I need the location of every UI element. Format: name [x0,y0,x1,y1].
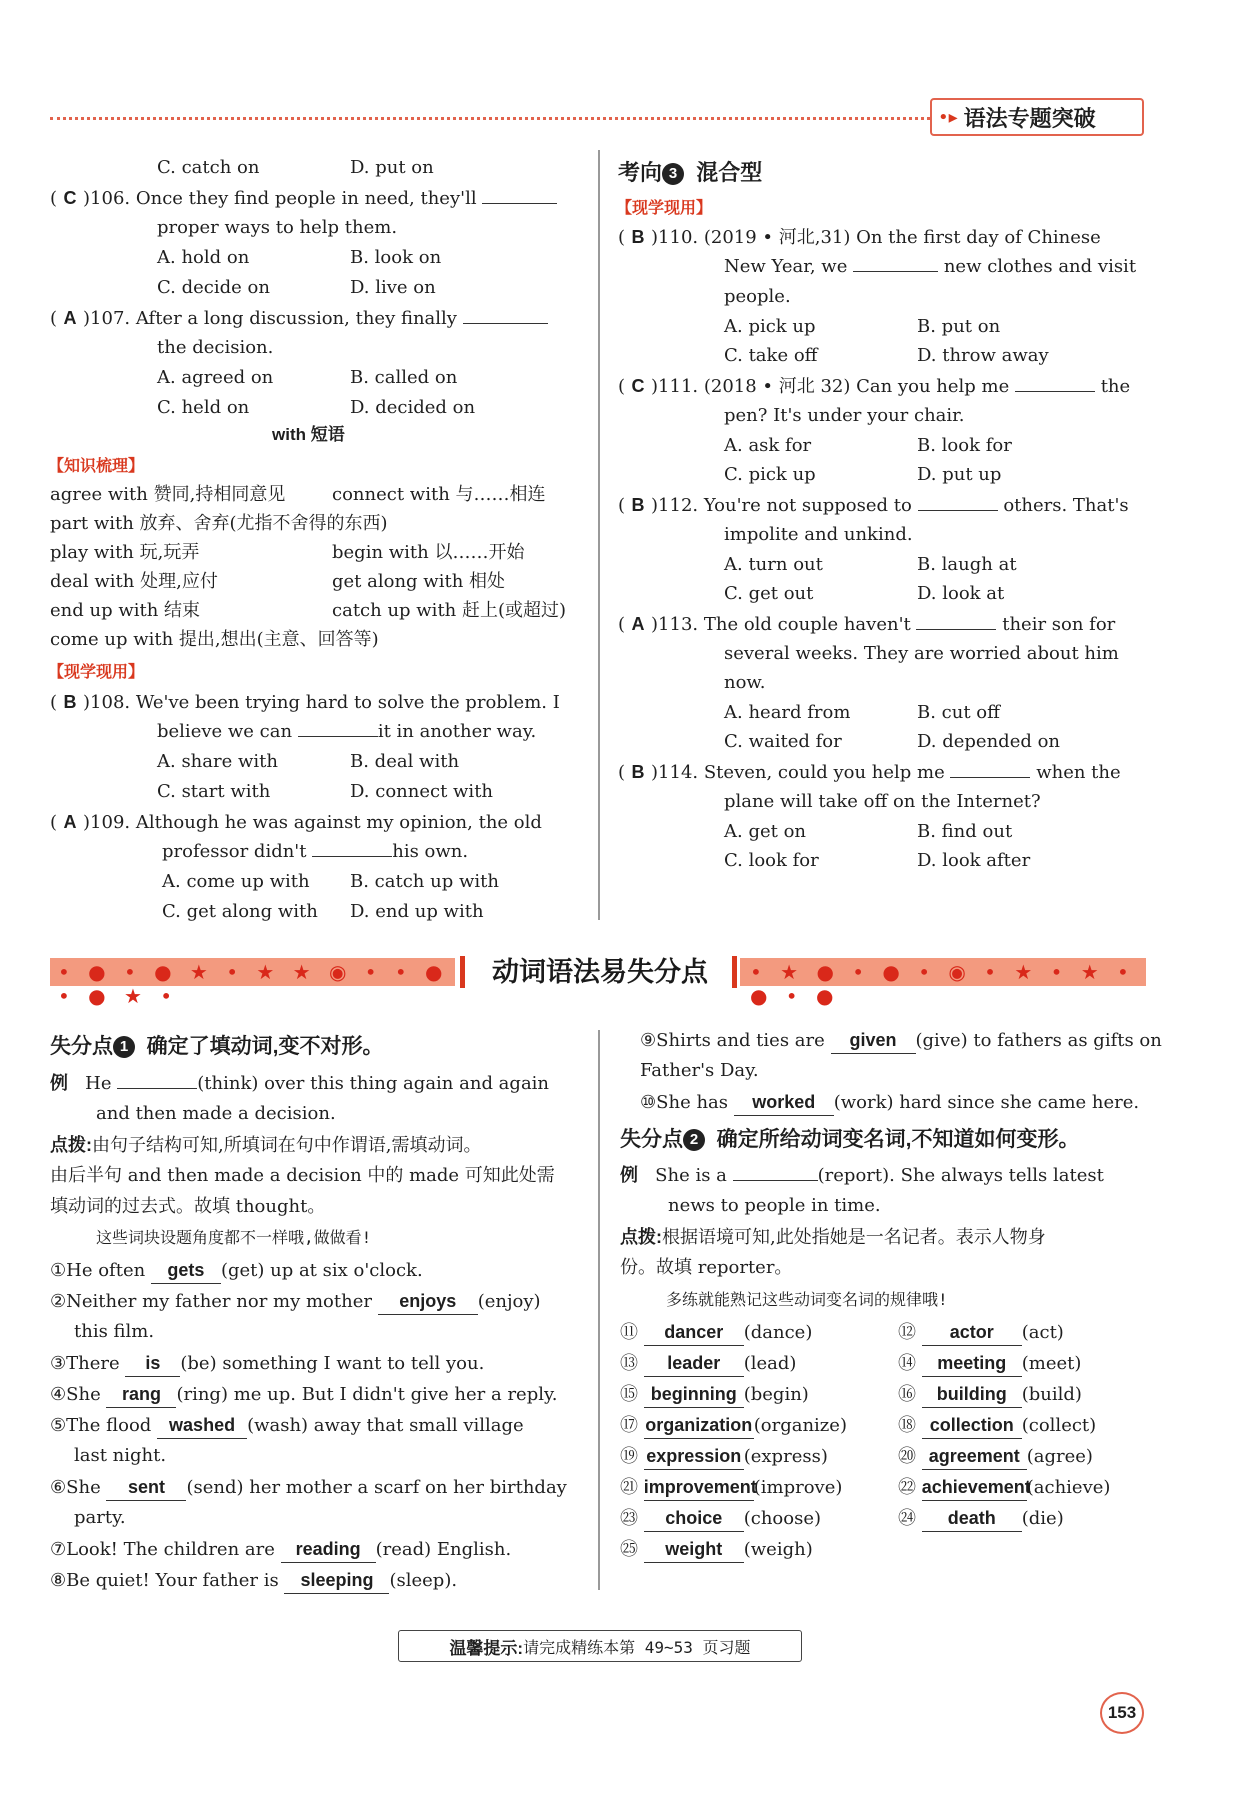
num: ⑦ [50,1539,67,1560]
noun-item [620,1474,842,1501]
post: (enjoy) [477,1291,541,1312]
phrase: part with 放弃、舍弃(尤指不舍得的东西) [50,513,388,534]
verb: (organize) [753,1415,847,1436]
num: ㉔ [898,1508,916,1529]
option-d: D. live on [350,277,436,298]
option-c: C. get out [724,583,814,604]
num: ⑫ [898,1322,916,1343]
title-number: 3 [662,163,684,185]
option-b: B. called on [350,367,458,388]
noun-item [898,1412,1096,1439]
answer[interactable]: rang [106,1381,176,1408]
answer[interactable]: improvement [644,1474,754,1501]
cont: Father's Day. [640,1060,759,1081]
answer[interactable]: beginning [644,1381,744,1408]
phrase: connect with 与……相连 [332,484,546,505]
answer[interactable]: sleeping [284,1567,389,1594]
stem: )109. Although he was against my opinion, the old [83,812,542,833]
option-b: B. catch up with [350,871,499,892]
answer[interactable]: sent [106,1474,186,1501]
verb: (achieve) [1026,1477,1111,1498]
stem: their son for [1002,614,1116,635]
num: ㉓ [620,1508,638,1529]
stem: the [1100,376,1131,397]
tip-text: 请完成精练本第 49~53 页习题 [523,1637,751,1657]
stem: )113. The old couple haven't [651,614,911,635]
stem-cont: believe we can [157,721,293,742]
title: 确定了填动词,变不对形。 [146,1035,384,1058]
num: ⑪ [620,1322,638,1343]
option-a: A. agreed on [157,367,274,388]
answer[interactable]: gets [151,1257,221,1284]
option-c: C. held on [157,397,250,418]
stem-cont: the decision. [157,337,274,358]
tip-text: 填动词的过去式。故填 thought。 [50,1196,326,1217]
answer[interactable]: agreement [922,1443,1027,1470]
num: ② [50,1291,67,1312]
option-b: B. deal with [350,751,460,772]
column-divider-lower [598,1030,600,1590]
question-111: ( C )111. (2018 • 河北 32) Can you help me the [618,373,1130,400]
num: ⑳ [898,1446,916,1467]
num: ⑲ [620,1446,638,1467]
title-post: 混合型 [696,160,763,185]
noun-item [898,1505,1064,1532]
question-110: ( B )110. (2019 • 河北,31) On the first day of Chinese [618,224,1101,251]
verb: (lead) [743,1353,797,1374]
post: (be) something I want to tell you. [180,1353,485,1374]
noun-item [898,1350,1081,1377]
answer: C [631,376,645,396]
stem: )107. After a long discussion, they finally [83,308,457,329]
footer-tip-box [398,1630,802,1662]
answer[interactable]: reading [281,1536,376,1563]
banner-right-dots: • ★ ● • ● • ◉ • ★ • ★ • ● • ● [750,960,1135,1008]
answer[interactable]: worked [734,1089,834,1116]
title: 确定所给动词变名词,不知道如何变形。 [716,1128,1080,1151]
example-cont: and then made a decision. [96,1103,336,1124]
option-c: C. start with [157,781,271,802]
practice-tag: 【现学现用】 [48,664,145,681]
post: (give) to fathers as gifts on [915,1030,1162,1051]
blank[interactable] [312,856,392,857]
stem: )106. Once they find people in need, they'll [83,188,477,209]
question-114: ( B )114. Steven, could you help me when the [618,759,1121,786]
blank[interactable] [117,1088,197,1089]
answer[interactable]: enjoys [378,1288,478,1315]
pre: Look! The children are [66,1539,275,1560]
num: ① [50,1260,67,1281]
option-d: D. throw away [917,345,1049,366]
stem: )112. You're not supposed to [651,495,912,516]
noun-item [620,1536,813,1563]
blank[interactable] [1015,391,1095,392]
num: ⑤ [50,1415,67,1436]
stem-cont: impolite and unkind. [724,524,913,545]
section-title-box [930,98,1144,136]
pre: He often [66,1260,146,1281]
answer[interactable]: expression [644,1443,744,1470]
num: ㉑ [620,1477,638,1498]
item-3 [50,1350,484,1377]
example-tag: 例 [50,1073,68,1093]
item-1 [50,1257,423,1284]
blank[interactable] [916,629,996,630]
stem-cont: proper ways to help them. [157,217,398,238]
option-d: D. put on [350,157,434,178]
example-text: (report). She always tells latest [817,1165,1104,1186]
title-pre: 考向 [618,160,663,185]
blank[interactable] [298,736,378,737]
blank[interactable] [853,271,938,272]
option-d: D. end up with [350,901,484,922]
practice-tag: 【现学现用】 [616,200,713,217]
option-d: D. look after [917,850,1031,871]
option-b: B. look for [917,435,1012,456]
blank[interactable] [950,777,1030,778]
answer: A [63,308,77,328]
item-4 [50,1381,558,1408]
stem-cont: his own. [392,841,469,862]
stem-cont: New Year, we [724,256,848,277]
tip-text: 由句子结构可知,所填词在句中作谓语,需填动词。 [92,1135,482,1156]
example-text: She is a [655,1165,727,1186]
option-a: A. get on [724,821,807,842]
option-b: B. find out [917,821,1013,842]
noun-item [898,1381,1082,1408]
answer[interactable]: collection [922,1412,1022,1439]
post: (sleep). [389,1570,458,1591]
example-text: (think) over this thing again and again [197,1073,550,1094]
pre: The flood [66,1415,152,1436]
phrase: begin with 以……开始 [332,542,525,563]
num: ⑨ [640,1030,657,1051]
phrase: get along with 相处 [332,571,506,592]
num: ⑭ [898,1353,916,1374]
stem-cont: professor didn't [162,841,307,862]
point1-title [50,1032,384,1062]
num: ㉒ [898,1477,916,1498]
point2-example [620,1162,1104,1189]
noun-item [620,1412,847,1439]
section-banner [50,952,1146,1008]
answer[interactable]: washed [157,1412,247,1439]
num: ④ [50,1384,67,1405]
point2-tip [620,1224,1046,1251]
stem: )110. (2019 • 河北,31) On the first day of Chinese [651,227,1101,248]
pre: Be quiet! Your father is [66,1570,279,1591]
question-106: ( C )106. Once they find people in need, they'll [50,185,557,212]
post: (wash) away that small village [247,1415,524,1436]
noun-item [898,1443,1093,1470]
option-c: C. look for [724,850,819,871]
pre: She [66,1384,101,1405]
stem: when the [1036,762,1121,783]
stem: )108. We've been trying hard to solve the problem. I [83,692,560,713]
option-a: A. pick up [724,316,816,337]
tip-text: 份。故填 reporter。 [620,1257,793,1278]
pre: She has [656,1092,728,1113]
verb: (agree) [1026,1446,1093,1467]
phrase: agree with 赞同,持相同意见 [50,484,286,505]
post: (ring) me up. But I didn't give her a reply. [176,1384,558,1405]
point1-example [50,1070,549,1097]
option-b: B. laugh at [917,554,1017,575]
answer[interactable]: leader [644,1350,744,1377]
num: ⑰ [620,1415,638,1436]
answer[interactable]: building [922,1381,1022,1408]
option-c: C. get along with [162,901,318,922]
verb: (dance) [743,1322,813,1343]
post: (get) up at six o'clock. [220,1260,423,1281]
option-d: D. depended on [917,731,1061,752]
verb: (meet) [1021,1353,1082,1374]
stem-cont: pen? It's under your chair. [724,405,965,426]
item-2 [50,1288,541,1315]
stem: )111. (2018 • 河北 32) Can you help me [651,376,1010,397]
num: ⑬ [620,1353,638,1374]
hint: 多练就能熟记这些动词变名词的规律哦! [666,1290,948,1309]
noun-item [620,1350,796,1377]
option-d: D. look at [917,583,1005,604]
cont: this film. [74,1321,155,1342]
answer: B [63,692,77,712]
noun-item [620,1443,828,1470]
post: (work) hard since she came here. [833,1092,1140,1113]
verb: (improve) [753,1477,843,1498]
noun-item [898,1319,1064,1346]
noun-item [620,1319,812,1346]
label: 失分点 [50,1035,113,1058]
verb: (begin) [743,1384,809,1405]
blank[interactable] [482,203,557,204]
number: 2 [683,1129,705,1151]
item-8 [50,1567,457,1594]
answer: B [631,227,645,247]
answer: A [631,614,645,634]
cont: last night. [74,1445,167,1466]
banner-title: 动词语法易失分点 [492,957,708,987]
option-d: D. put up [917,464,1002,485]
stem: )114. Steven, could you help me [651,762,945,783]
label: 失分点 [620,1128,683,1151]
item-6 [50,1474,567,1501]
verb: (build) [1021,1384,1082,1405]
pre: There [66,1353,120,1374]
item-5 [50,1412,524,1439]
option-a: A. ask for [724,435,812,456]
number: 1 [113,1036,135,1058]
stem-cont: now. [724,672,766,693]
num: ⑧ [50,1570,67,1591]
stem-cont: it in another way. [377,721,537,742]
option-d: D. decided on [350,397,476,418]
pre: Shirts and ties are [656,1030,825,1051]
phrase: play with 玩,玩弄 [50,542,200,563]
answer[interactable]: weight [644,1536,744,1563]
stem-cont: several weeks. They are worried about him [724,643,1119,664]
blank[interactable] [918,510,998,511]
question-108: ( B )108. We've been trying hard to solve the problem. I [50,689,560,716]
stem-cont: people. [724,286,791,307]
option-c: C. catch on [157,157,260,178]
tip-text: 由后半句 and then made a decision 中的 made 可知此处需 [50,1165,555,1186]
tip-tag: 点拨: [50,1135,92,1155]
cont: party. [74,1507,126,1528]
tip-text: 根据语境可知,此处指她是一名记者。表示人物身 [662,1227,1046,1248]
option-b: B. put on [917,316,1001,337]
phrase: end up with 结束 [50,600,201,621]
option-d: D. connect with [350,781,494,802]
answer[interactable]: actor [922,1319,1022,1346]
item-9 [640,1027,1162,1054]
answer: A [63,812,77,832]
phrase: catch up with 赶上(或超过) [332,600,567,621]
page-number-badge [1100,1692,1144,1734]
banner-left-dots: • ● • ● ★ • ★ ★ ◉ • • ● • ● ★ • [58,960,449,1008]
direction-title [618,158,762,188]
noun-item [620,1505,821,1532]
verb: (collect) [1021,1415,1097,1436]
example-cont: news to people in time. [668,1195,881,1216]
header-dotted-line [50,117,930,120]
blank[interactable] [463,323,548,324]
column-divider [598,150,600,920]
num: ⑯ [898,1384,916,1405]
answer[interactable]: dancer [644,1319,744,1346]
phrase: deal with 处理,应付 [50,571,218,592]
option-c: C. take off [724,345,818,366]
answer[interactable]: death [922,1505,1022,1532]
item-7 [50,1536,511,1563]
knowledge-tag: 【知识梳理】 [48,458,145,475]
verb: (weigh) [743,1539,813,1560]
noun-item [898,1474,1110,1501]
verb: (choose) [743,1508,822,1529]
answer[interactable]: organization [644,1412,754,1439]
verb: (die) [1021,1508,1064,1529]
point2-title [620,1125,1080,1155]
pre: She [66,1477,101,1498]
arrow-icon: •▸ [938,106,958,128]
option-a: A. heard from [724,702,851,723]
stem: others. That's [1003,495,1129,516]
tip-tag: 点拨: [620,1227,662,1247]
banner-title-bar-left [460,956,465,988]
answer[interactable]: meeting [922,1350,1022,1377]
num: ⑱ [898,1415,916,1436]
num: ⑮ [620,1384,638,1405]
option-a: A. share with [157,751,278,772]
answer[interactable]: choice [644,1505,744,1532]
question-112: ( B )112. You're not supposed to others. That's [618,492,1129,519]
answer[interactable]: achievement [922,1474,1027,1501]
option-a: A. hold on [157,247,250,268]
verb: (express) [743,1446,828,1467]
option-c: C. pick up [724,464,816,485]
question-113: ( A )113. The old couple haven't their son for [618,611,1115,638]
option-b: B. cut off [917,702,1000,723]
answer[interactable]: given [831,1027,916,1054]
hint: 这些词块设题角度都不一样哦,做做看! [96,1228,372,1247]
point1-tip [50,1132,481,1159]
tip-label: 温馨提示: [449,1638,524,1658]
answer: B [631,762,645,782]
section-title: 语法专题突破 [963,105,1096,131]
option-b: B. look on [350,247,442,268]
item-10 [640,1089,1139,1116]
num: ⑩ [640,1092,657,1113]
pre: Neither my father nor my mother [66,1291,372,1312]
num: ㉕ [620,1539,638,1560]
answer: B [631,495,645,515]
option-a: A. come up with [162,871,310,892]
question-107: ( A )107. After a long discussion, they finally [50,305,548,332]
option-c: C. waited for [724,731,842,752]
example-text: He [85,1073,112,1094]
post: (read) English. [375,1539,512,1560]
example-tag: 例 [620,1165,638,1185]
num: ③ [50,1353,67,1374]
option-a: A. turn out [724,554,823,575]
post: (send) her mother a scarf on her birthday [186,1477,567,1498]
banner-title-bar-right [732,956,737,988]
with-phrase-title: with 短语 [272,425,345,444]
phrase: come up with 提出,想出(主意、回答等) [50,629,379,650]
blank[interactable] [733,1180,818,1181]
option-c: C. decide on [157,277,270,298]
verb: (act) [1021,1322,1064,1343]
answer[interactable]: is [125,1350,180,1377]
noun-item [620,1381,809,1408]
answer: C [63,188,77,208]
page-number: 153 [1107,1703,1137,1722]
question-109: ( A )109. Although he was against my opinion, the old [50,809,542,836]
stem-cont: new clothes and visit [943,256,1137,277]
num: ⑥ [50,1477,67,1498]
stem-cont: plane will take off on the Internet? [724,791,1041,812]
